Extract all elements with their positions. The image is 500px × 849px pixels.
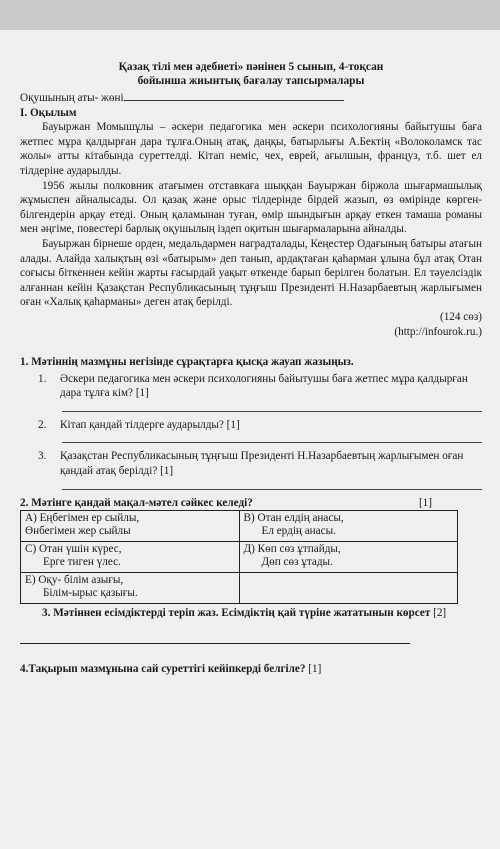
question-text: Қазақстан Республикасының тұңғыш Президенті Н.Назарбаевтың жарлығымен оған қандай атақ берілді? [1]: [60, 450, 464, 478]
task4-text: 4.Тақырып мазмұнына сай суреттігі кейіпкерді белгіле?: [20, 662, 306, 675]
section-reading-heading: I. Оқылым: [20, 106, 77, 119]
reading-paragraph-1: Бауыржан Момышұлы – әскери педагогика мен әскери психологияны байытушы баға жетпес мұра қалдырған дара тұлға.Оның атақ, даңқы, батырлығы А.Бектің «Волоколамск тас жолы» атты кітабында суреттелді. Кітап неміс, чех, еврей, ағылшын, француз, т.б. шет ел тілдеріне аударылды.: [20, 121, 482, 177]
question-number: 2.: [38, 418, 47, 431]
task4: [20, 662, 482, 677]
proverbs-table: [20, 510, 458, 604]
option-b-line-1: В) Отан елдің анасы,: [243, 512, 344, 525]
task2-heading: 2. Мәтінге қандай мақал-мәтел сәйкес келеді?: [20, 496, 253, 509]
answer-line-3[interactable]: [62, 481, 482, 490]
task3-text: 3. Мәтіннен есімдіктерді теріп жаз. Есімдіктің қай түріне жататынын көрсет: [42, 607, 431, 620]
option-c-line-1: С) Отан үшін күрес,: [25, 543, 122, 556]
option-a-line-2: Өнбегімен жер сыйлы: [25, 525, 131, 538]
top-bar: [0, 0, 500, 30]
task3-mark: [2]: [433, 607, 447, 620]
source-link: (http://infourok.ru.): [394, 325, 482, 338]
option-c-line-2: Ерге тиген үлес.: [43, 556, 121, 569]
reading-paragraph-3: Бауыржан бірнеше орден, медальдармен наградталады, Кеңестер Одағының батыры атағын алады. Алайда халықтың өзі «батырым» деп танып, ардақтаған қаһарман ұлына бұл атақ Отан соғысы біткеннен кейін жарты ғасырдай уақыт өткенде барып берілген болатын. Ел тәуелсіздік алғаннан кейін Қазақстан Республикасының тұңғыш Президенті Н.Назарбаевтың жарлығымен оған «Халық қаһарманы» деген атақ берілді.: [20, 237, 482, 309]
option-d-line-1: Д) Көп сөз ұтпайды,: [243, 543, 341, 556]
option-d-line-2: Дөп сөз ұтады.: [261, 556, 333, 569]
question-number: 3.: [38, 450, 47, 463]
task2-heading-row: [20, 496, 482, 511]
option-b-line-2: Ел ердің анасы.: [261, 525, 336, 538]
option-e-line-2: Білім-ырыс қазығы.: [43, 587, 138, 600]
option-e-line-1: Е) Оқу- білім азығы,: [25, 574, 124, 587]
task1-question-3: [20, 449, 482, 478]
question-text: Кітап қандай тілдерге аударылды? [1]: [60, 418, 240, 431]
option-b[interactable]: [239, 511, 458, 542]
page-title: [20, 60, 482, 88]
question-text: Әскери педагогика мен әскери психологияны байытушы баға жетпес мұра қалдырған дара тұлға кім? [1]: [60, 372, 468, 400]
word-count-row: [20, 310, 482, 325]
empty-cell: [239, 573, 458, 604]
task4-mark: [1]: [308, 662, 322, 675]
title-line-2: бойынша жиынтық бағалау тапсырмалары: [137, 75, 365, 87]
student-name-field[interactable]: [124, 90, 344, 101]
option-a-line-1: А) Еңбегімен ер сыйлы,: [25, 512, 140, 525]
answer-line-1[interactable]: [62, 403, 482, 412]
title-line-1: Қазақ тілі мен әдебиеті» пәнінен 5 сынып, 4-тоқсан: [118, 61, 384, 73]
answer-line-2[interactable]: [62, 434, 482, 443]
option-c[interactable]: [21, 542, 240, 573]
option-e[interactable]: [21, 573, 240, 604]
task3: [20, 606, 482, 621]
word-count: (124 сөз): [439, 310, 482, 323]
task3-answer-line[interactable]: [20, 633, 410, 644]
task1-question-1: [20, 372, 482, 401]
option-a[interactable]: [21, 511, 240, 542]
student-name-row: [20, 90, 482, 106]
student-name-label: Оқушының аты- жөні: [20, 92, 124, 104]
question-number: 1.: [38, 372, 47, 385]
reading-paragraph-2: 1956 жылы полковник атағымен отставкаға шыққан Бауыржан біржола шығармашылық жұмыспен айналысады. Ол қазақ және орыс тілдерінде бірдей жазып, өз өмірінде көрген-білгендерін арқау етеді. Оның қаламынан туған, өмір шындығын арқау еткен тамаша романы мен әңгіме, повестері барлық оқушылың іздеп оқитын шығармаларына айналды.: [20, 179, 482, 236]
task1-heading: 1. Мәтіннің мазмұны негізінде сұрақтарға қысқа жауап жазыңыз.: [20, 356, 354, 369]
option-d[interactable]: [239, 542, 458, 573]
task1-question-2: [20, 418, 482, 433]
worksheet-content: [20, 60, 482, 676]
task2-mark: [1]: [418, 496, 432, 509]
